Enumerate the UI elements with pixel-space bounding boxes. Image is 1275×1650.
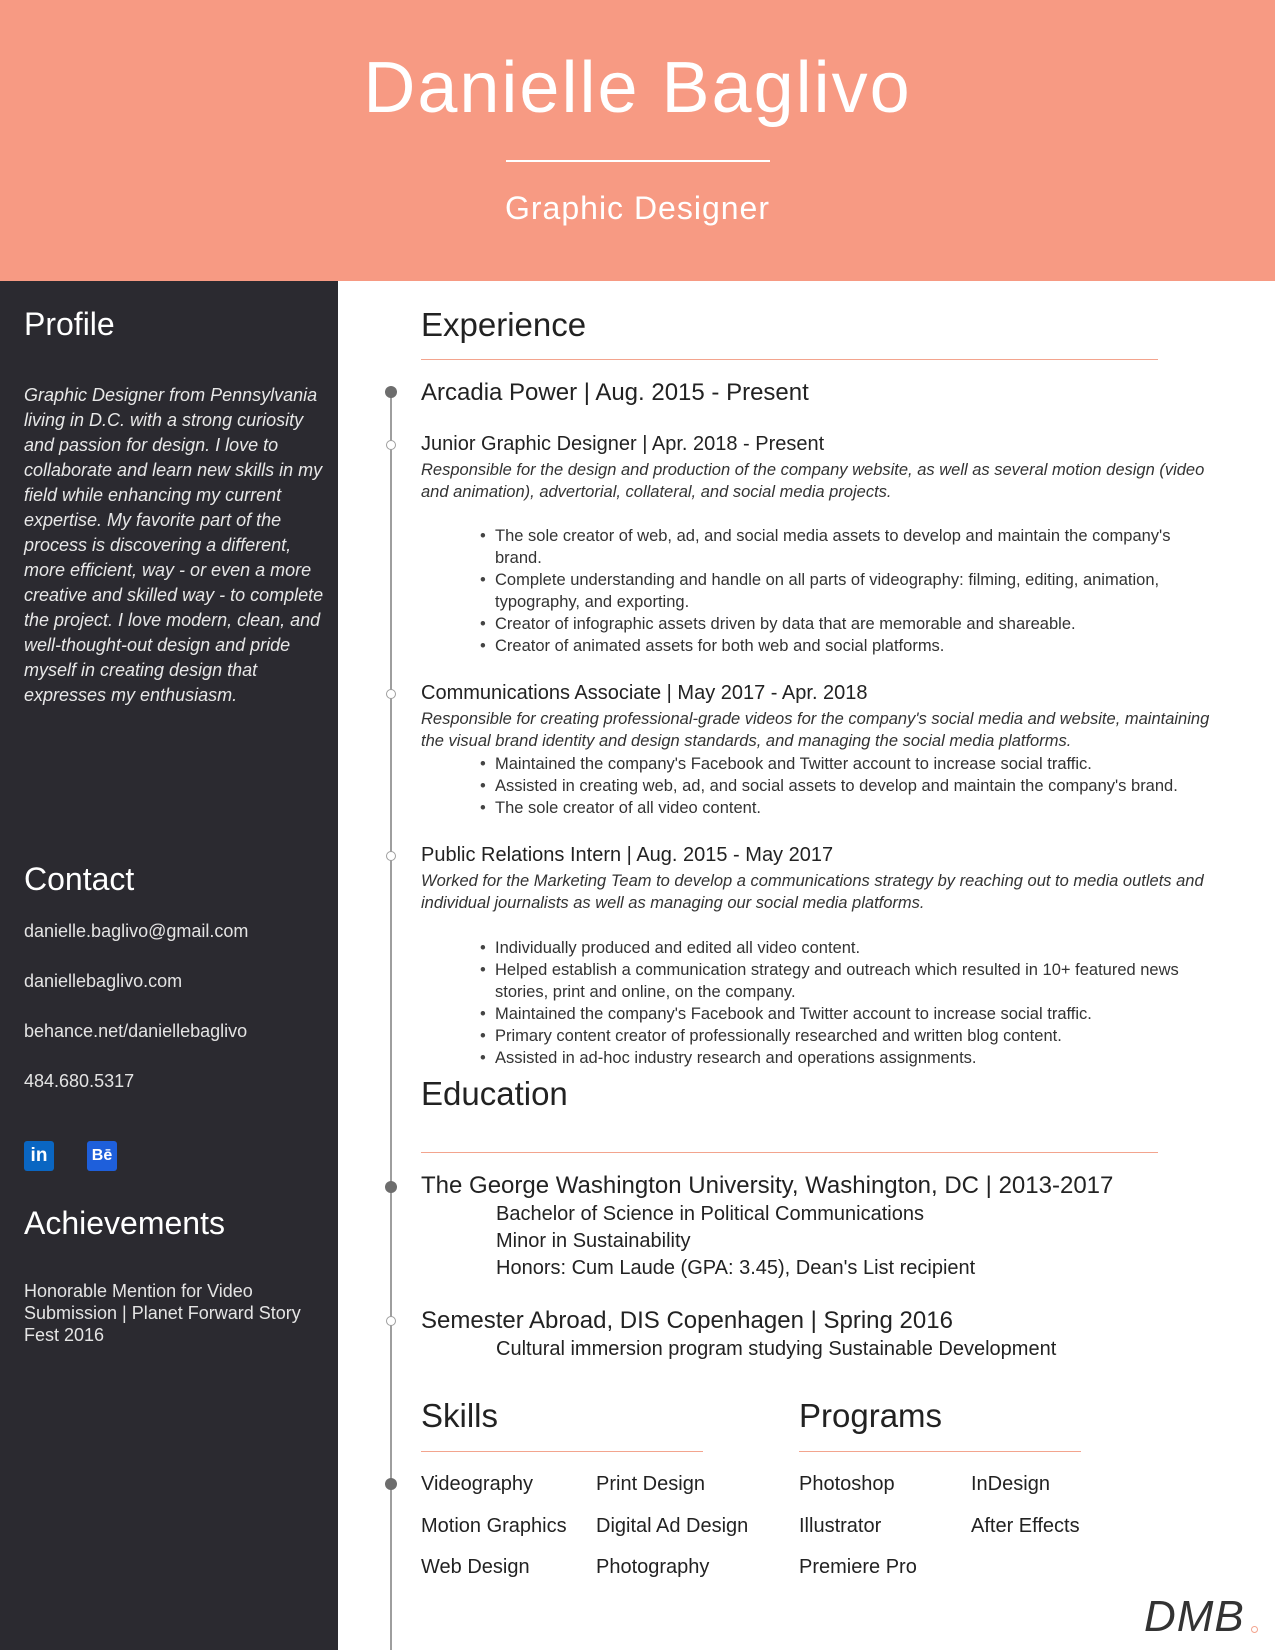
role-title: Junior Graphic Designer | Apr. 2018 - Present xyxy=(421,433,825,455)
role-title: Communications Associate | May 2017 - Apr. 2018 xyxy=(421,682,868,704)
program-item: Photoshop xyxy=(799,1473,895,1495)
programs-heading: Programs xyxy=(799,1397,943,1434)
skill-item: Print Design xyxy=(596,1473,705,1495)
contact-list xyxy=(24,921,248,1121)
skill-item: Web Design xyxy=(421,1556,530,1578)
skills-divider xyxy=(421,1451,703,1452)
timeline-ring xyxy=(386,851,396,861)
role-description: Responsible for creating professional-grade videos for the company's social media and website, maintaining the visual brand identity and design standards, and managing the social media platforms. xyxy=(421,710,1210,750)
contact-email[interactable]: danielle.baglivo@gmail.com xyxy=(24,921,249,941)
list-item: • Creator of infographic assets driven by data that are memorable and shareable. xyxy=(480,613,1210,635)
programs-divider xyxy=(799,1451,1081,1452)
main-content xyxy=(338,281,1275,1650)
achievements-heading: Achievements xyxy=(24,1205,225,1241)
program-item: After Effects xyxy=(971,1515,1080,1537)
list-item: • The sole creator of all video content. xyxy=(480,797,1210,819)
minor-line: Minor in Sustainability xyxy=(496,1230,691,1252)
profile-heading: Profile xyxy=(24,306,115,342)
list-item: • Creator of animated assets for both web and social platforms. xyxy=(480,635,1210,657)
list-item: • Primary content creator of professionally researched and written blog content. xyxy=(480,1025,1210,1047)
role-bullets xyxy=(480,525,1210,657)
list-item: • Helped establish a communication strategy and outreach which resulted in 10+ featured news stories, print and online, on the company. xyxy=(480,959,1210,1003)
profile-text: Graphic Designer from Pennsylvania living in D.C. with a strong curiosity and passion for design. I love to collaborate and learn new skills in my field while enhancing my current expertise. My favorite part of the process is discovering a different, more efficient, way - or even a more creative and skilled way - to complete the project. I love modern, clean, and well-thought-out design and pride myself in creating design that expresses my enthusiasm. xyxy=(24,385,324,705)
timeline-line xyxy=(390,393,392,1650)
list-item: • Individually produced and edited all video content. xyxy=(480,937,1210,959)
role-bullets xyxy=(480,937,1210,1069)
skill-item: Videography xyxy=(421,1473,533,1495)
list-item: • Maintained the company's Facebook and Twitter account to increase social traffic. xyxy=(480,1003,1210,1025)
contact-website[interactable]: daniellebaglivo.com xyxy=(24,971,183,991)
list-item: • Assisted in ad-hoc industry research and operations assignments. xyxy=(480,1047,1210,1069)
timeline-ring xyxy=(386,440,396,450)
degree-line: Bachelor of Science in Political Communications xyxy=(496,1203,924,1225)
contact-phone: 484.680.5317 xyxy=(24,1071,135,1091)
achievement-item: Honorable Mention for Video Submission | Planet Forward Story Fest 2016 xyxy=(24,1281,301,1345)
contact-behance[interactable]: behance.net/daniellebaglivo xyxy=(24,1021,248,1041)
program-line: Cultural immersion program studying Sustainable Development xyxy=(496,1338,1057,1360)
monogram-logo: DMB xyxy=(1144,1592,1245,1641)
linkedin-icon[interactable]: in xyxy=(24,1141,54,1171)
list-item: • Complete understanding and handle on all parts of videography: filming, editing, animation, typography, and exporting. xyxy=(480,569,1210,613)
timeline-ring xyxy=(386,1316,396,1326)
company-heading: Arcadia Power | Aug. 2015 - Present xyxy=(421,379,809,406)
experience-heading: Experience xyxy=(421,306,587,343)
program-item: InDesign xyxy=(971,1473,1050,1495)
timeline-dot xyxy=(385,1478,397,1490)
program-item: Illustrator xyxy=(799,1515,882,1537)
skill-item: Digital Ad Design xyxy=(596,1515,749,1537)
skill-item: Motion Graphics xyxy=(421,1515,567,1537)
experience-divider xyxy=(421,359,1158,360)
list-item: • Maintained the company's Facebook and Twitter account to increase social traffic. xyxy=(480,753,1210,775)
skill-item: Photography xyxy=(596,1556,710,1578)
role-title: Public Relations Intern | Aug. 2015 - May 2017 xyxy=(421,844,834,866)
timeline-ring xyxy=(386,689,396,699)
header-banner xyxy=(0,0,1275,281)
timeline-dot xyxy=(385,1181,397,1193)
honors-line: Honors: Cum Laude (GPA: 3.45), Dean's List recipient xyxy=(496,1257,976,1279)
education-heading: Education xyxy=(421,1075,568,1112)
header-divider xyxy=(506,160,770,162)
education-divider xyxy=(421,1152,1158,1153)
sidebar xyxy=(0,281,338,1650)
behance-icon[interactable]: Bē xyxy=(87,1141,117,1171)
resume-name: Danielle Baglivo xyxy=(363,48,912,128)
resume-title: Graphic Designer xyxy=(505,190,770,226)
role-description: Worked for the Marketing Team to develop a communications strategy by reaching out to media outlets and individual journalists as well as managing our social media platforms. xyxy=(421,872,1204,912)
school-name: The George Washington University, Washington, DC | 2013-2017 xyxy=(421,1172,1114,1199)
program-item: Premiere Pro xyxy=(799,1556,917,1578)
list-item: • The sole creator of web, ad, and social media assets to develop and maintain the company's brand. xyxy=(480,525,1210,569)
timeline-dot xyxy=(385,386,397,398)
monogram-dot xyxy=(1251,1626,1258,1633)
role-description: Responsible for the design and production of the company website, as well as several motion design (video and animation), advertorial, collateral, and social media projects. xyxy=(421,461,1205,501)
skills-heading: Skills xyxy=(421,1397,499,1434)
list-item: • Assisted in creating web, ad, and social assets to develop and maintain the company's brand. xyxy=(480,775,1210,797)
school-name: Semester Abroad, DIS Copenhagen | Spring 2016 xyxy=(421,1307,953,1334)
role-bullets xyxy=(480,753,1210,819)
contact-heading: Contact xyxy=(24,861,135,897)
